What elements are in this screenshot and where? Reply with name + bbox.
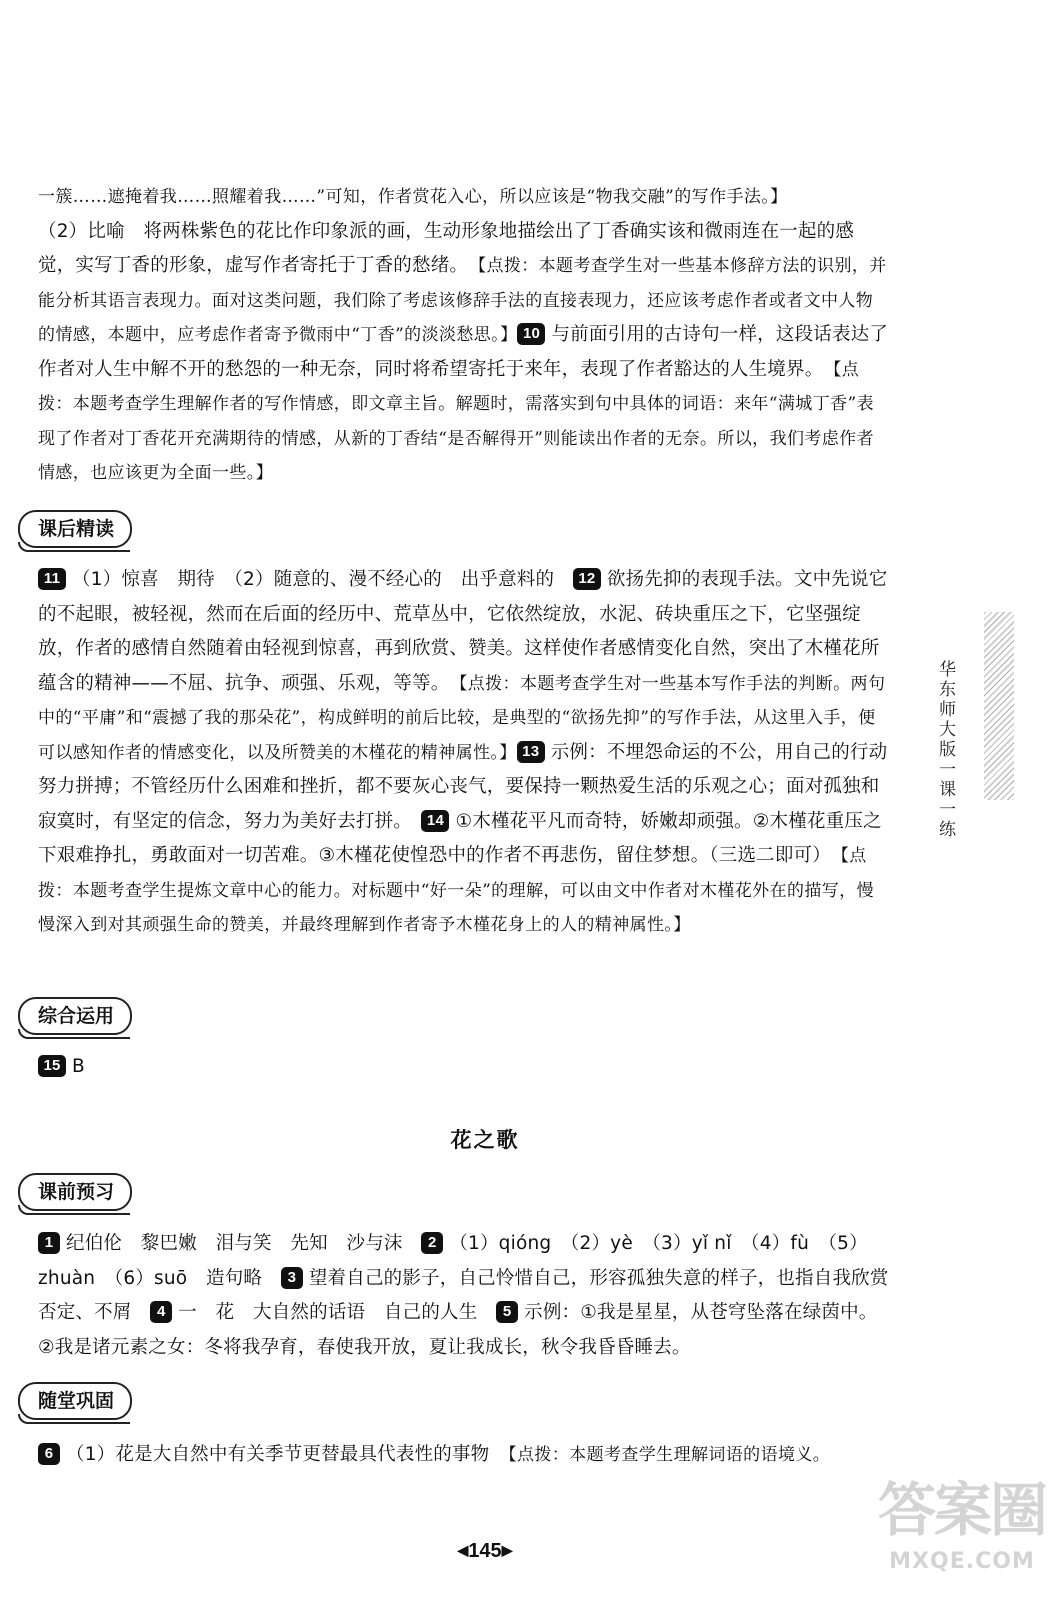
question-number-badge: 6 (38, 1443, 60, 1465)
answers-block-zonghe (38, 1050, 890, 1085)
question-number-badge: 13 (517, 741, 545, 763)
answer-3-text: 望着自己的影子，自己怜惜自己，形容孤独失意的样子，也指自我欣赏 否定、不屑 (38, 1267, 908, 1323)
book-series-label: 华东师大版一课一练 (935, 660, 955, 840)
answer-1-text: 纪伯伦 黎巴嫩 泪与笑 先知 沙与沫 (66, 1233, 403, 1254)
question-number-badge: 11 (38, 568, 66, 590)
answers-block-top (38, 180, 890, 491)
answers-1-5 (38, 1227, 908, 1365)
answer-9-2-note: 【点拨：本题考查学生对一些基本修辞方法的识别，并能分析其语言表现力。面对这类问题，我们除了考虑该修辞手法的直接表现力，还应该考虑作者或者文中人物的情感，本题中，应考虑作者寄予微雨中“丁香”的淡淡愁思。】 (38, 256, 887, 345)
section-tag-kehou-jingdu: 课后精读 (18, 510, 132, 548)
section-tag-suitang-gonggu: 随堂巩固 (18, 1382, 132, 1420)
answer-10-text: 与前面引用的古诗句一样，这段话表达了作者对人生中解不开的愁怨的一种无奈，同时将希望寄托于来年，表现了作者豁达的人生境界。 (38, 324, 889, 380)
page-number: ◀145▶ (457, 1540, 513, 1562)
answers-block-kqian (38, 1227, 908, 1365)
answer-14-text: ①木槿花平凡而奇特，娇嫩却顽强。②木槿花重压之下艰难挣扎，勇敢面对一切苦难。③木槿花使惶恐中的作者不再悲伤，留住梦想。（三选二即可） (38, 810, 882, 866)
answer-13-text: 示例：不埋怨命运的不公，用自己的行动努力拼搏；不管经历什么困难和挫折，都不要灰心丧气，要保持一颗热爱生活的乐观之心；面对孤独和寂寞时，有坚定的信念，努力为美好去打拼。 (38, 741, 888, 832)
section-tag-zonghe-yunyong: 综合运用 (18, 997, 132, 1035)
answers-11-14 (38, 563, 890, 943)
answer-12-text: 欲扬先抑的表现手法。文中先说它的不起眼，被轻视，然而在后面的经历中、荒草丛中，它依然绽放，水泥、砖块重压之下，它坚强绽放，作者的感情自然随着由轻视到惊喜，再到欣赏、赞美。这样使作者感情变化自然，突出了木槿花所蕴含的精神——不屈、抗争、顽强、乐观，等等。 (38, 569, 888, 694)
left-arrow-icon: ◀ (457, 1542, 469, 1558)
question-number-badge: 10 (517, 323, 545, 345)
answer-6-text: （1）花是大自然中有关季节更替最具代表性的事物 (66, 1444, 490, 1465)
answer-15 (38, 1050, 890, 1085)
answer-2-text: （1）qióng （2）yè （3）yǐ nǐ （4）fù （5）zhuàn （6）suō 造句略 (38, 1233, 868, 1289)
answer-5-text: 示例：①我是星星，从苍穹坠落在绿茵中。 ②我是诸元素之女：冬将我孕育，春使我开放，夏让我成长，秋令我昏昏睡去。 (38, 1302, 887, 1358)
answer-14-note: 【点拨：本题考查学生提炼文章中心的能力。对标题中“好一朵”的理解，可以由文中作者对木槿花外在的描写，慢慢深入到对其顽强生命的赞美，并最终理解到作者寄予木槿花身上的人的精神属性。】 (38, 846, 874, 935)
answers-block-suitang (38, 1438, 890, 1473)
question-number-badge: 4 (150, 1301, 172, 1323)
question-number-badge: 3 (281, 1267, 303, 1289)
answer-6-note: 【点拨：本题考查学生理解词语的语境义。 (508, 1445, 831, 1465)
article-title: 花之歌 (450, 1128, 520, 1152)
watermark-logo: 答案圈 MXQE.COM (877, 1476, 1046, 1574)
answer-6 (38, 1438, 890, 1473)
answer-4-text: 一 花 大自然的话语 自己的人生 (178, 1302, 478, 1323)
answers-block-kehou (38, 563, 890, 943)
answer-10-note: 【点拨：本题考查学生理解作者的写作情感，即文章主旨。解题时，需落实到句中具体的词语：来年“满城丁香”表现了作者对丁香花开充满期待的情感，从新的丁香结“是否解得开”则能读出作者的无奈。所以，我们考虑作者情感，也应该更为全面一些。】 (38, 359, 874, 483)
answer-15-text: B (72, 1056, 85, 1077)
answer-9-2 (38, 215, 890, 491)
answer-11-text: （1）惊喜 期待 （2）随意的、漫不经心的 出乎意料的 (72, 569, 555, 590)
question-number-badge: 1 (38, 1232, 60, 1254)
margin-decoration (984, 612, 1014, 800)
right-arrow-icon: ▶ (501, 1542, 513, 1558)
question-number-badge: 12 (573, 568, 601, 590)
question-number-badge: 14 (421, 810, 449, 832)
section-tag-kqian-yuxi: 课前预习 (18, 1173, 132, 1211)
answer-9-1-tail: 一簇……遮掩着我……照耀着我……”可知，作者赏花入心，所以应该是“物我交融”的写作手法。】 (38, 187, 788, 207)
question-number-badge: 15 (38, 1055, 66, 1077)
answer-12-note: 【点拨：本题考查学生对一些基本写作手法的判断。两句中的“平庸”和“震撼了我的那朵花”，构成鲜明的前后比较，是典型的“欲扬先抑”的写作手法，从这里入手，便可以感知作者的情感变化，以及所赞美的木槿花的精神属性。】 (38, 673, 886, 763)
question-number-badge: 2 (421, 1232, 443, 1254)
question-number-badge: 5 (496, 1301, 518, 1323)
answer-9-2-text: （2）比喻 将两株紫色的花比作印象派的画，生动形象地描绘出了丁香确实该和微雨连在一起的感觉，实写丁香的形象，虚写作者寄托于丁香的愁绪。 (38, 220, 855, 276)
